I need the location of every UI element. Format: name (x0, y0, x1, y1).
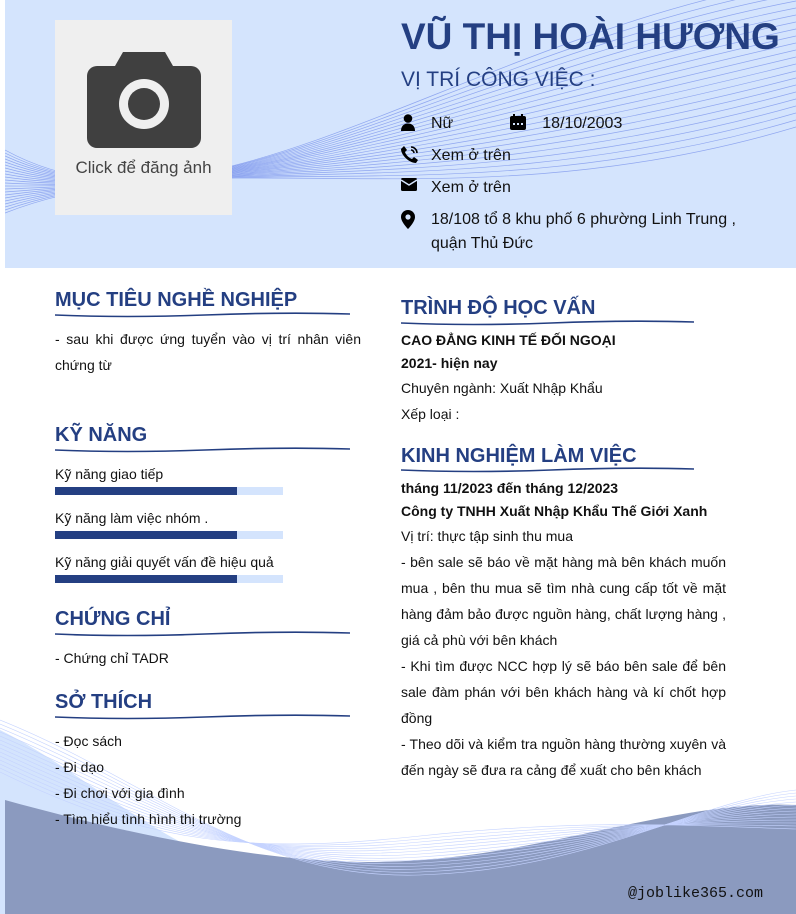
title-underline (55, 714, 350, 720)
phone-row (401, 144, 511, 168)
address: 18/108 tổ 8 khu phố 6 phường Linh Trung , quận Thủ Đức (431, 211, 736, 252)
hobby-item: - Đi dạo (55, 759, 105, 775)
candidate-name: VŨ THỊ HOÀI HƯƠNG (401, 16, 780, 57)
address-row (401, 208, 761, 256)
experience-company: Công ty TNHH Xuất Nhập Khẩu Thế Giới Xanh (401, 503, 708, 519)
experience-title: KINH NGHIỆM LÀM VIỆC (401, 445, 637, 467)
job-position-label: VỊ TRÍ CÔNG VIỆC : (401, 68, 596, 91)
camera-icon (85, 48, 203, 150)
gender-row (401, 112, 622, 136)
skills-title: KỸ NĂNG (55, 424, 148, 446)
experience-desc-item: - Khi tìm được NCC hợp lý sẽ báo bên sale để bên sale đàm phán với bên khách hàng và kí chốt hợp đồng (401, 658, 726, 726)
title-underline (55, 631, 350, 637)
school-name: CAO ĐẲNG KINH TẾ ĐỐI NGOẠI (401, 332, 616, 348)
brand-watermark: @joblike365.com (627, 885, 763, 902)
hobby-item: - Đọc sách (55, 733, 122, 749)
title-underline (55, 312, 350, 318)
education-grade: Xếp loại : (401, 406, 460, 422)
photo-upload[interactable] (55, 20, 232, 215)
birthdate: 18/10/2003 (542, 115, 623, 132)
skill-label: Kỹ năng giải quyết vấn đề hiệu quả (55, 554, 274, 570)
experience-desc-item: - bên sale sẽ báo về mặt hàng mà bên khách muốn mua , bên thu mua sẽ tìm nhà cung cấp tốt về mặt hàng đảm bảo được nguồn hàng, chất lượng hàng , giá cả phù với bên khách (401, 554, 726, 648)
phone: Xem ở trên (431, 147, 511, 164)
experience-period: tháng 11/2023 đến tháng 12/2023 (401, 480, 619, 496)
skill-label: Kỹ năng làm việc nhóm . (55, 510, 209, 526)
objective-title: MỤC TIÊU NGHỀ NGHIỆP (55, 289, 298, 311)
skill-bar (55, 531, 283, 539)
photo-caption: Click để đăng ảnh (75, 158, 212, 177)
email-row (401, 176, 511, 200)
certs-title: CHỨNG CHỈ (55, 608, 171, 630)
education-period: 2021- hiện nay (401, 355, 498, 371)
map-pin-icon (401, 208, 431, 229)
skill-bar (55, 487, 283, 495)
envelope-icon (401, 176, 431, 191)
phone-icon (401, 144, 431, 163)
experience-desc-item: - Theo dõi và kiểm tra nguồn hàng thường xuyên và đến ngày sẽ đưa ra cảng để xuất cho bên khách (401, 736, 726, 778)
title-underline (401, 467, 694, 473)
title-underline (55, 447, 350, 453)
objective-text: - sau khi được ứng tuyển vào vị trí nhân viên chứng từ (55, 331, 361, 373)
title-underline (401, 320, 694, 326)
gender: Nữ (431, 115, 454, 132)
experience-position: Vị trí: thực tập sinh thu mua (401, 528, 574, 544)
experience-desc (401, 549, 726, 783)
user-icon (401, 112, 431, 131)
hobbies-title: SỞ THÍCH (55, 691, 153, 713)
skill-label: Kỹ năng giao tiếp (55, 466, 164, 482)
hobby-item: - Đi chơi với gia đình (55, 785, 185, 801)
calendar-icon (510, 112, 540, 130)
education-title: TRÌNH ĐỘ HỌC VẤN (401, 297, 596, 319)
cert-item: - Chứng chỉ TADR (55, 650, 169, 666)
email: Xem ở trên (431, 179, 511, 196)
skill-bar (55, 575, 283, 583)
education-major: Chuyên ngành: Xuất Nhập Khẩu (401, 380, 603, 396)
hobby-item: - Tìm hiểu tình hình thị trường (55, 811, 242, 827)
